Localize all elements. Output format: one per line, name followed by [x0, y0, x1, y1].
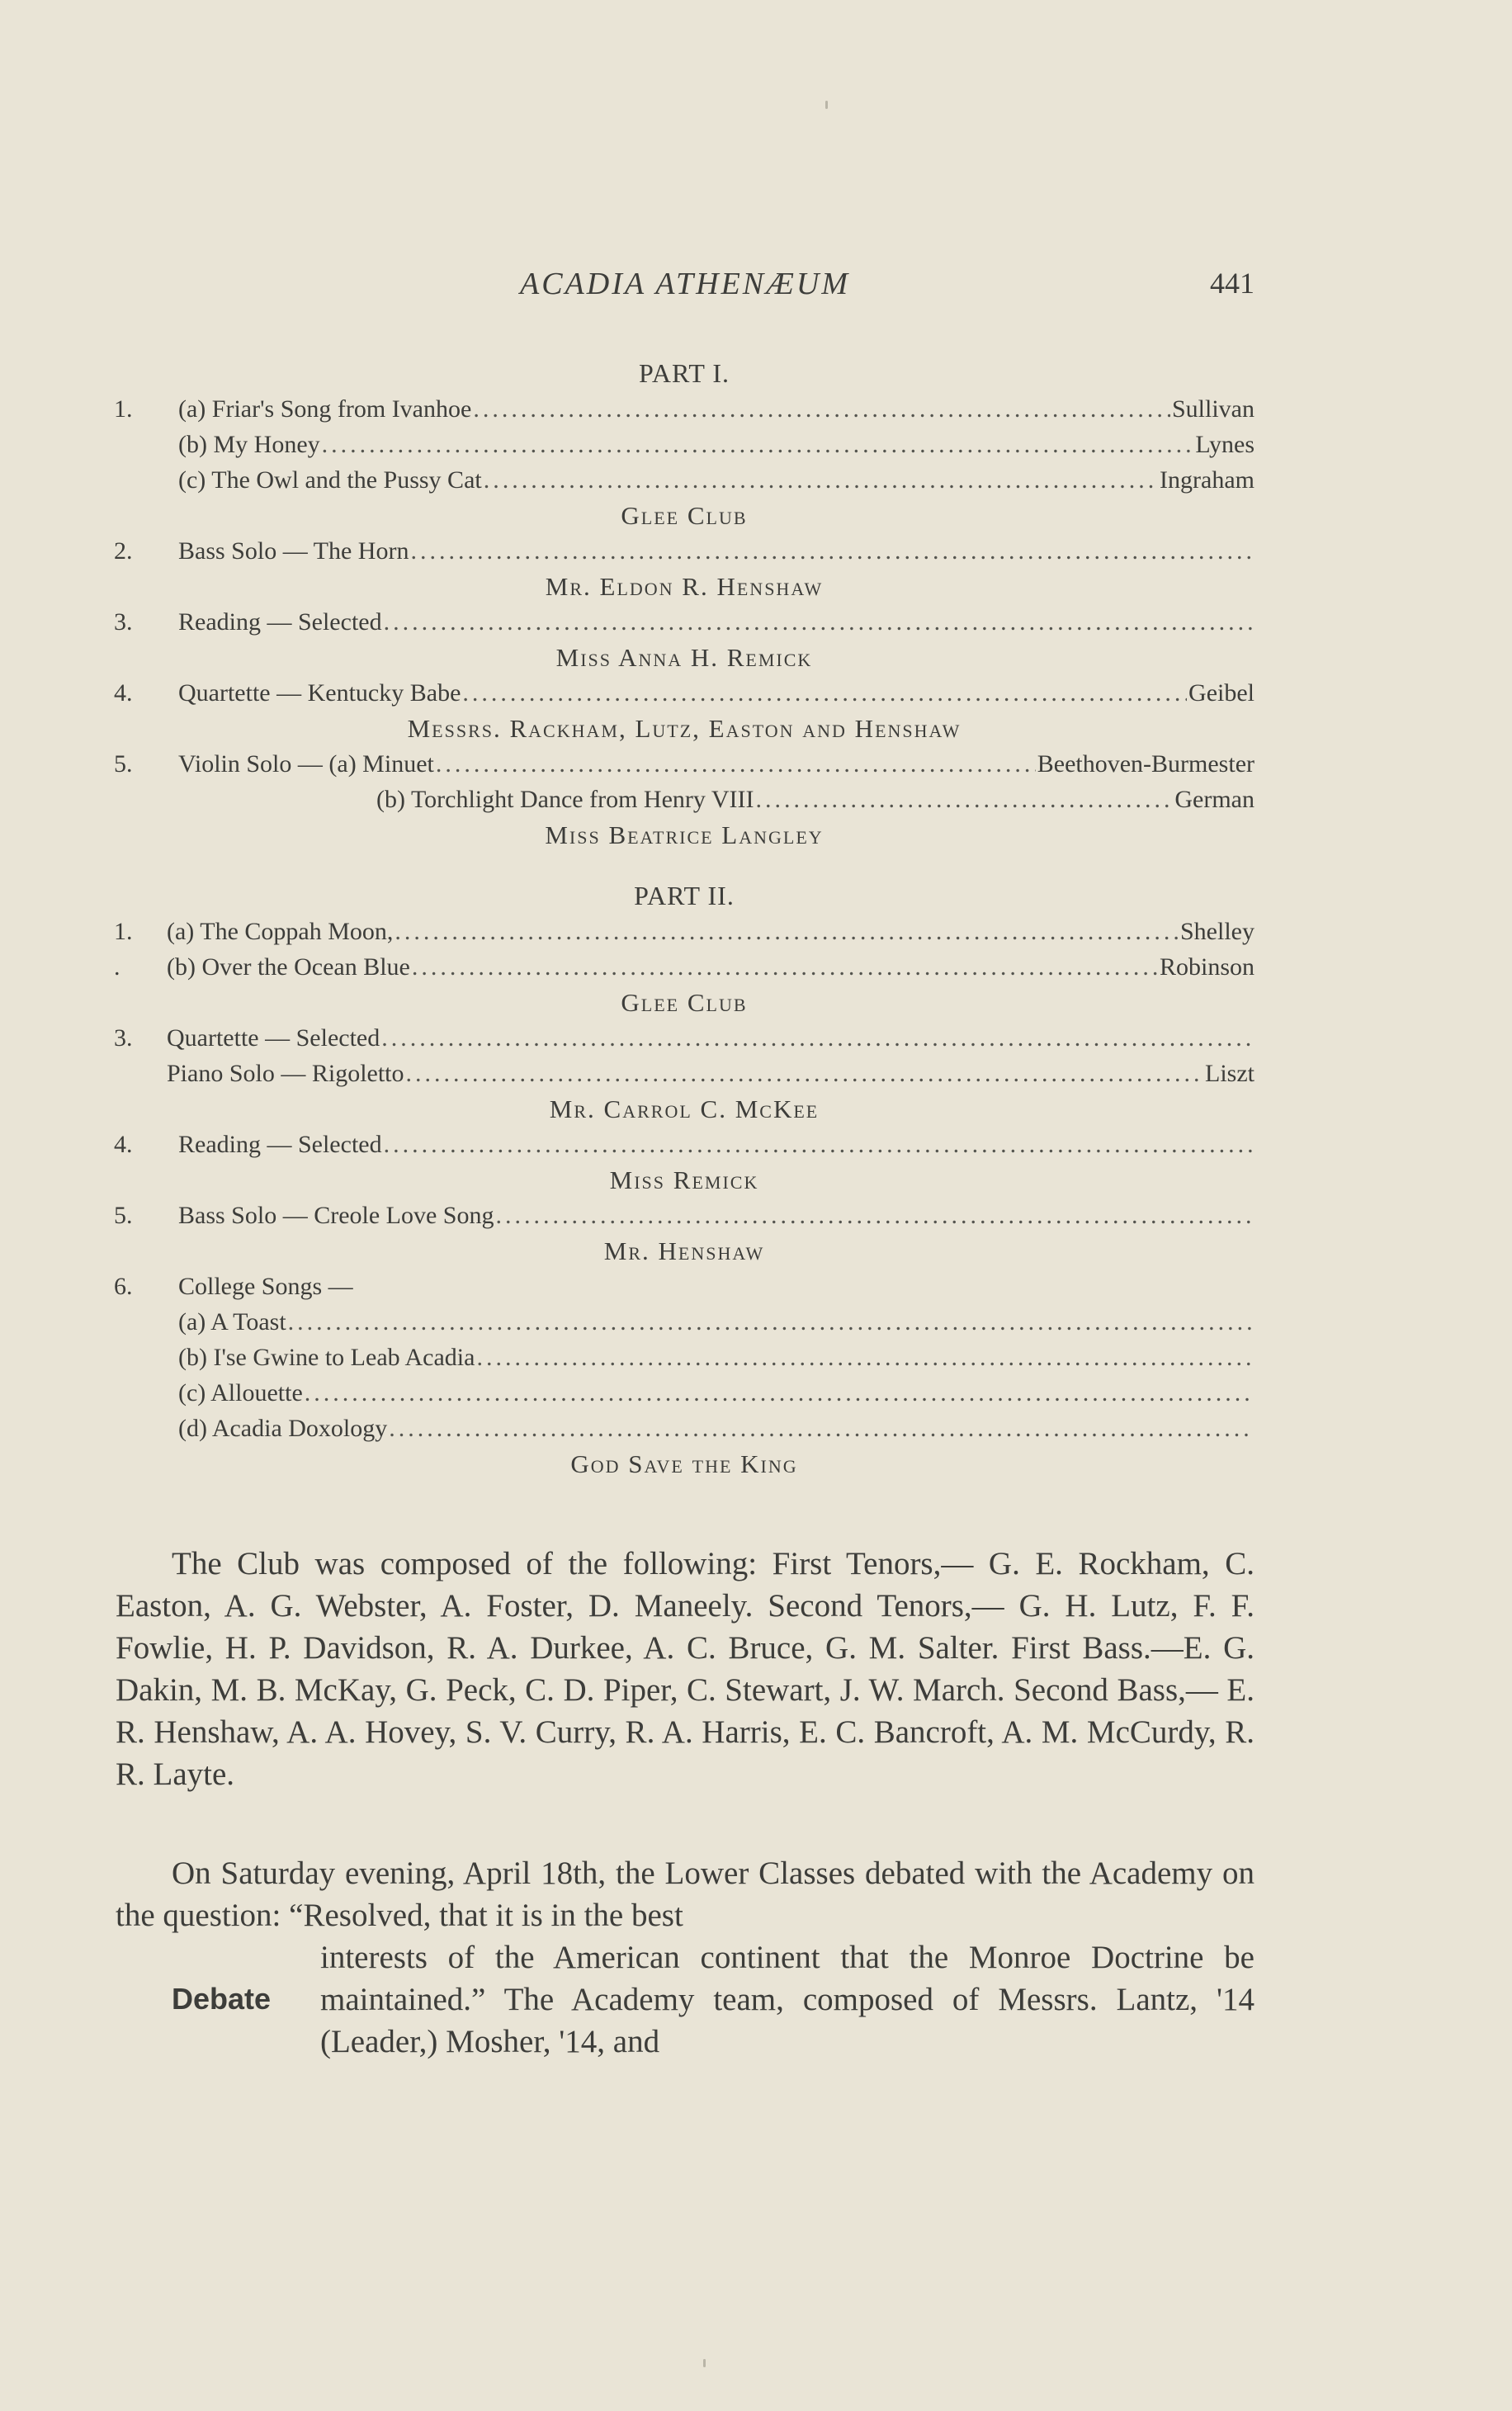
- debate-paragraph: [116, 1852, 1254, 2063]
- item-title: Bass Solo — The Horn: [178, 537, 409, 565]
- item-number: 3.: [114, 1024, 133, 1052]
- program-item: [114, 746, 1254, 782]
- item-title: Reading — Selected: [178, 608, 382, 636]
- dot-leader: [322, 427, 1194, 462]
- item-number: 5.: [114, 1202, 133, 1229]
- program-item: [114, 427, 1254, 462]
- item-title: (a) A Toast: [178, 1308, 286, 1336]
- item-composer: Robinson: [1159, 953, 1254, 981]
- dot-leader: [381, 1020, 1253, 1056]
- item-number: 3.: [114, 608, 133, 636]
- debate-text-continuation: interests of the American continent that the Monroe Doctrine be maintained.” The Academy team, composed of Messrs. Lantz, '14 (Leader,) Mosher, '14, and: [320, 1940, 1254, 2059]
- dot-leader: [305, 1375, 1253, 1411]
- program-item: [114, 1304, 1254, 1340]
- part-two-heading: PART II.: [634, 881, 735, 910]
- item-number: 4.: [114, 679, 133, 707]
- item-title: Quartette — Selected: [167, 1024, 380, 1052]
- part-two-items: [114, 914, 1254, 1482]
- program-item: [114, 1411, 1254, 1446]
- item-number: .: [114, 953, 120, 981]
- paper-speck: [825, 101, 828, 109]
- item-composer: German: [1174, 786, 1254, 813]
- part-one-items: [114, 391, 1254, 853]
- item-composer: Ingraham: [1160, 466, 1254, 494]
- program-item: [114, 533, 1254, 569]
- item-composer: Liszt: [1205, 1060, 1254, 1087]
- performer-line: Mr. Carrol C. McKee: [549, 1094, 820, 1123]
- part-one-heading: PART I.: [638, 358, 730, 388]
- program-item: [114, 391, 1254, 427]
- concert-program: [114, 355, 1254, 1482]
- dot-leader: [389, 1411, 1253, 1446]
- dot-leader: [288, 1304, 1253, 1340]
- program-item: [114, 1340, 1254, 1375]
- program-item: [114, 1375, 1254, 1411]
- item-title: Bass Solo — Creole Love Song: [178, 1202, 494, 1229]
- debate-side-label: Debate: [172, 1982, 272, 2016]
- dot-leader: [484, 462, 1158, 498]
- program-item: [114, 675, 1254, 711]
- item-number: 2.: [114, 537, 133, 565]
- item-title: Piano Solo — Rigoletto: [167, 1060, 404, 1087]
- item-number: 4.: [114, 1131, 133, 1158]
- item-title: (b) I'se Gwine to Leab Acadia: [178, 1344, 475, 1371]
- item-title: (a) The Coppah Moon,: [167, 918, 394, 945]
- performer-line: Messrs. Rackham, Lutz, Easton and Henshaw: [407, 714, 962, 743]
- item-composer: Sullivan: [1171, 395, 1254, 423]
- item-composer: Geibel: [1188, 679, 1254, 707]
- item-title: (d) Acadia Doxology: [178, 1415, 388, 1442]
- item-title: Violin Solo — (a) Minuet: [178, 750, 434, 778]
- item-title: (a) Friar's Song from Ivanhoe: [178, 395, 472, 423]
- item-title: Quartette — Kentucky Babe: [178, 679, 461, 707]
- dot-leader: [473, 391, 1170, 427]
- performer-line: Glee Club: [621, 988, 748, 1017]
- dot-leader: [384, 1127, 1253, 1162]
- dot-leader: [755, 782, 1173, 817]
- performer-line: Glee Club: [621, 501, 748, 530]
- program-item: [114, 949, 1254, 985]
- page-number: 441: [1210, 267, 1254, 300]
- performer-line: Miss Beatrice Langley: [545, 820, 824, 849]
- dot-leader: [395, 914, 1179, 949]
- item-title: College Songs —: [178, 1273, 353, 1300]
- dot-leader: [412, 949, 1158, 985]
- performer-line: Mr. Henshaw: [603, 1236, 765, 1265]
- item-number: 1.: [114, 918, 133, 945]
- dot-leader: [496, 1198, 1254, 1233]
- program-item: [114, 914, 1254, 949]
- dot-leader: [476, 1340, 1253, 1375]
- debate-text-opening: On Saturday evening, April 18th, the Lower Classes debated with the Academy on the question: “Resolved, that it is in the best: [116, 1856, 1254, 1933]
- item-number: 6.: [114, 1273, 133, 1300]
- item-composer: Shelley: [1180, 918, 1254, 945]
- dot-leader: [406, 1056, 1203, 1091]
- program-item: [114, 462, 1254, 498]
- dot-leader: [436, 746, 1036, 782]
- item-number: 5.: [114, 750, 133, 778]
- item-title: (c) Allouette: [178, 1379, 303, 1406]
- dot-leader: [462, 675, 1187, 711]
- item-title: (b) Over the Ocean Blue: [167, 953, 410, 981]
- performer-line: God Save the King: [570, 1449, 798, 1478]
- item-composer: Lynes: [1195, 431, 1254, 458]
- performer-line: Miss Remick: [609, 1165, 759, 1194]
- program-item: [114, 1269, 1254, 1304]
- program-item: [114, 1127, 1254, 1162]
- program-item: [114, 1020, 1254, 1056]
- item-composer: Beethoven-Burmester: [1037, 750, 1254, 778]
- performer-line: Mr. Eldon R. Henshaw: [545, 572, 824, 601]
- item-title: (c) The Owl and the Pussy Cat: [178, 466, 482, 494]
- program-item: [114, 604, 1254, 640]
- item-title: (b) Torchlight Dance from Henry VIII: [376, 786, 754, 813]
- program-item: [114, 1198, 1254, 1233]
- item-number: 1.: [114, 395, 133, 423]
- item-title: Reading — Selected: [178, 1131, 382, 1158]
- club-members-paragraph: The Club was composed of the following: First Tenors,— G. E. Rockham, C. Easton, A. G. Webster, A. Foster, D. Maneely. Second Tenors,— G. H. Lutz, F. F. Fowlie, H. P. Davidson, R. A. Durkee, A. C. Bruce, G. M. Salter. First Bass.—E. G. Dakin, M. B. McKay, G. Peck, C. D. Piper, C. Stewart, J. W. March. Second Bass,— E. R. Henshaw, A. A. Hovey, S. V. Curry, R. A. Harris, E. C. Bancroft, A. M. McCurdy, R. R. Layte.: [116, 1546, 1254, 1792]
- page-header: [116, 266, 1254, 307]
- paper-speck: [703, 2359, 706, 2367]
- item-title: (b) My Honey: [178, 431, 320, 458]
- running-title: ACADIA ATHENÆUM: [519, 267, 851, 301]
- program-item: [114, 782, 1254, 817]
- dot-leader: [384, 604, 1253, 640]
- dot-leader: [410, 533, 1253, 569]
- performer-line: Miss Anna H. Remick: [555, 643, 813, 672]
- program-item: [114, 1056, 1254, 1091]
